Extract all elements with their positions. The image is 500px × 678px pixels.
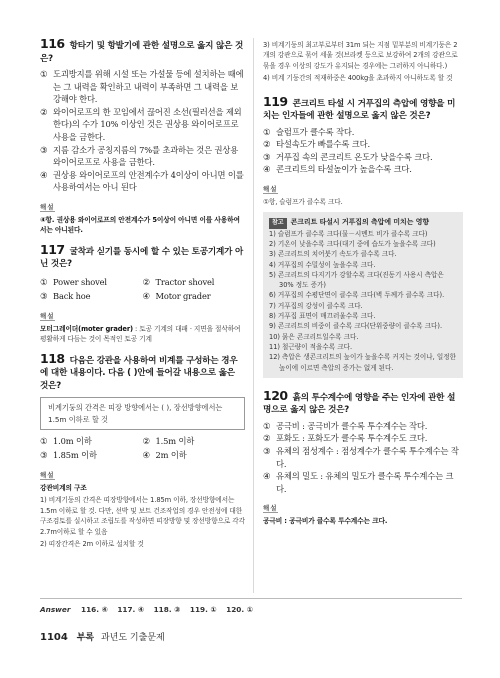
- option-text: 타설속도가 빠를수록 크다.: [276, 139, 370, 150]
- option-text: 포화도 : 포화도가 클수록 투수계수도 크다.: [276, 433, 428, 444]
- option-text: 유체의 밀도 : 유체의 밀도가 클수록 투수계수는 크다.: [276, 471, 454, 494]
- question-number: 120: [263, 387, 288, 403]
- left-column: [40, 38, 245, 558]
- option-text: 권상용 와이어로프의 안전계수가 4이상이 아니면 이를 사용하여서는 아니 된다: [53, 169, 244, 193]
- reference-item: 8) 거푸집 표면이 매끄러울수록 크다.: [269, 312, 376, 321]
- option-mark: ①: [40, 69, 48, 79]
- question-text: 다음은 강관을 사용하여 비계를 구성하는 경우에 대한 내용이다. 다음 ( )안에 들어갈 내용으로 옳은 것은?: [40, 355, 238, 391]
- option-text: Tractor shovel: [155, 276, 215, 287]
- answer-item: 116. ④: [81, 605, 108, 614]
- explanation-label: 해설: [40, 202, 55, 211]
- answer-item: 119. ①: [189, 605, 217, 614]
- option-mark: ④: [142, 290, 150, 301]
- option-mark: ①: [263, 126, 271, 137]
- option-2: [143, 275, 246, 289]
- explanation-text: [40, 215, 245, 236]
- explanation-text: [263, 516, 463, 526]
- option-mark: ④: [263, 164, 271, 175]
- options: [263, 420, 463, 496]
- footer-section: 부록: [76, 633, 95, 643]
- reference-item: 5) 콘크리트의 다지기가 강할수록 크다(진동기 사용시 측압은 30% 정도 증가): [269, 270, 444, 290]
- option-text: 1.85m 이하: [53, 450, 97, 461]
- option-mark: ①: [263, 420, 271, 431]
- question-text: 콘크리트 타설 시 거푸집의 측압에 영향을 미치는 인자들에 관한 설명으로 옳지 않은 것은?: [263, 98, 456, 122]
- option-mark: ③: [40, 144, 48, 155]
- option-1: [40, 68, 245, 106]
- option-1: [263, 126, 463, 139]
- option-text: 도괴방지를 위해 시설 또는 가설물 등에 설치하는 때에는 그 내력을 확인하고 내력이 부족하면 그 내력을 보강해야 한다.: [53, 69, 244, 105]
- question-120-title: [263, 387, 463, 417]
- option-3: [263, 445, 463, 470]
- option-mark: ②: [263, 433, 271, 444]
- option-text: 2m 이하: [155, 450, 187, 461]
- question-text: 굴착과 싣기를 동시에 할 수 있는 토공기계가 아닌 것은?: [40, 246, 244, 270]
- reference-title: 콘크리트 타설시 거푸집의 측압에 미치는 영향: [290, 218, 430, 227]
- option-mark: ④: [263, 471, 271, 482]
- question-text: 흙의 투수계수에 영향을 주는 인자에 관한 설명으로 옳지 않은 것은?: [263, 392, 456, 416]
- question-118-continued: [263, 40, 463, 84]
- option-3: [40, 448, 143, 462]
- question-text: 항타기 및 항발기에 관한 설명으로 옳지 않은 것은?: [40, 41, 244, 64]
- option-text: Back hoe: [53, 290, 91, 301]
- options: [40, 275, 245, 303]
- answer-strip: [40, 598, 462, 614]
- option-mark: ④: [142, 450, 150, 461]
- answer-label: Answer: [40, 605, 71, 614]
- explanation-item: 3) 비계기둥의 최고부로부터 31m 되는 지점 밑부분의 비계기둥은 2개의 강관으로 묶어 세울 것(브라켓 등으로 보강하여 2개의 강관으로 묶을 경우 이상의 강도가 유지되는 경우에는 그러하지 아니하다.): [263, 41, 458, 70]
- option-text: 1.5m 이하: [155, 436, 195, 447]
- column-divider: [253, 38, 254, 593]
- question-118: [40, 350, 245, 550]
- option-text: 콘크리트의 타설높이가 높을수록 크다.: [276, 164, 412, 175]
- options: [40, 434, 245, 462]
- reference-item: 4) 거푸집의 수밀성이 높을수록 크다.: [269, 260, 376, 269]
- question-119: [263, 93, 463, 378]
- options: [40, 68, 245, 194]
- reference-item: 12) 측압은 생콘크리트의 높이가 높을수록 커지는 것이나, 일정한 높이에 이르면 측압의 증가는 없게 된다.: [269, 353, 456, 372]
- option-text: 지름 감소가 공칭지름의 7%를 초과하는 것은 권상용 와이어로프로 사용을 금한다.: [53, 144, 239, 168]
- page-number: 1104: [40, 632, 68, 643]
- option-text: 거푸집 속의 콘크리트 온도가 낮을수록 크다.: [276, 151, 433, 162]
- reference-box: [263, 212, 463, 377]
- explanation-item: 1) 비계기둥의 간격은 띠장방향에서는 1.85m 이하, 장선방향에서는 1.5m 이하로 할 것. 다만, 선박 및 보트 건조작업의 경우 안전성에 대한 구조검토를 실시하고 조립도를 작성하면 띠장방향 및 장선방향으로 각각 2.7m이하로 할 수 있음: [40, 496, 245, 536]
- option-mark: ①: [40, 436, 48, 447]
- reference-tag: 참고: [269, 218, 287, 228]
- question-box: 비계기둥의 간격은 띠장 방향에서는 ( ), 장선방향에서는 1.5m 이하로 할 것: [40, 397, 245, 430]
- question-118-title: [40, 350, 245, 393]
- right-column: [263, 38, 463, 535]
- explanation-title: [40, 483, 245, 493]
- option-2: [40, 106, 245, 144]
- reference-item: 11) 철근량이 적을수록 크다.: [269, 342, 353, 351]
- option-2: [263, 138, 463, 151]
- explanation-term: 모터그레이더(moter grader): [40, 324, 134, 333]
- option-4: [263, 163, 463, 176]
- reference-header: [269, 217, 457, 228]
- option-text: 와이어로프의 한 꼬임에서 끊어진 소선(필러선을 제외한다)의 수가 10% 이상인 것은 권상용 와이어로프로 사용을 금한다.: [53, 106, 242, 142]
- question-number: 118: [40, 350, 65, 366]
- option-2: [263, 432, 463, 445]
- explanation-bold: 공극비 : 공극비가 클수록 투수계수는 크다.: [263, 517, 388, 526]
- reference-item: 2) 기온이 낮을수록 크다(대기 중에 습도가 높을수록 크다): [269, 240, 436, 248]
- question-number: 117: [40, 241, 65, 257]
- explanation-text: [40, 324, 245, 345]
- answer-item: 120. ①: [226, 605, 253, 614]
- explanation-label: 해설: [40, 471, 55, 480]
- option-mark: ③: [40, 290, 48, 301]
- question-117-title: [40, 241, 245, 271]
- explanation-bold: ④항. 권상용 와이어로프의 안전계수가 5이상이 아니면 이를 사용하여서는 아니된다.: [40, 215, 240, 235]
- option-3: [40, 289, 143, 303]
- reference-item: 1) 슬럼프가 클수록 크다(물－시멘트 비가 클수록 크다): [269, 229, 428, 238]
- explanation-item: 4) 비계 기둥간의 적재하중은 400kg을 초과하지 아니하도록 할 것: [263, 74, 453, 83]
- explanation-heading: 강관비계의 구조: [40, 484, 87, 493]
- reference-item: 6) 거푸집의 수평단면이 클수록 크다(벽 두께가 클수록 크다).: [269, 291, 445, 300]
- explanation-label: 해설: [263, 504, 278, 513]
- option-4: [143, 289, 246, 303]
- explanation-text: ①항, 슬럼프가 클수록 크다.: [263, 198, 343, 206]
- question-116-title: [40, 38, 245, 65]
- explanation-item: 2) 띠장간격은 2m 이하로 설치할 것: [40, 540, 144, 549]
- footer-title: 과년도 기출문제: [100, 633, 165, 643]
- question-number: 119: [263, 93, 288, 109]
- question-117: [40, 241, 245, 345]
- option-1: [40, 275, 143, 289]
- option-text: 슬럼프가 클수록 작다.: [276, 126, 355, 137]
- option-text: 공극비 : 공극비가 클수록 투수계수는 작다.: [276, 420, 428, 431]
- option-2: [143, 434, 246, 448]
- option-3: [263, 151, 463, 164]
- option-text: 유체의 점성계수 : 점성계수가 클수록 투수계수는 작다.: [276, 446, 459, 469]
- reference-item: 10) 묽은 콘크리트일수록 크다.: [269, 332, 359, 341]
- option-4: [40, 169, 245, 194]
- option-text: Motor grader: [155, 290, 211, 301]
- question-119-title: [263, 93, 463, 123]
- option-mark: ②: [142, 436, 150, 447]
- option-3: [40, 144, 245, 169]
- option-mark: ③: [40, 450, 48, 461]
- option-mark: ②: [142, 276, 150, 287]
- option-text: Power shovel: [53, 276, 107, 287]
- answer-item: 118. ③: [153, 605, 181, 614]
- option-mark: ③: [263, 151, 271, 162]
- question-120: [263, 387, 463, 527]
- question-number: 116: [40, 36, 65, 51]
- page-footer: [40, 630, 165, 643]
- reference-item: 9) 콘크리트의 비중이 클수록 크다(단위중량이 클수록 크다).: [269, 322, 443, 331]
- option-text: 1.0m 이하: [53, 436, 92, 447]
- question-116: [40, 38, 245, 236]
- option-1: [263, 420, 463, 433]
- option-mark: ①: [40, 276, 48, 287]
- answer-item: 117. ④: [117, 605, 145, 614]
- reference-item: 3) 콘크리트의 치어붓기 속도가 클수록 크다.: [269, 250, 397, 259]
- option-1: [40, 434, 143, 448]
- explanation-label: 해설: [263, 185, 278, 193]
- option-mark: ③: [263, 446, 271, 457]
- options: [263, 126, 463, 176]
- option-mark: ②: [40, 106, 48, 117]
- explanation-body: : 토공 기계의 대패 · 지면을 절삭하여 평활하게 다듬는 것이 목적인 토공 기계: [40, 324, 241, 344]
- option-mark: ④: [40, 169, 48, 180]
- option-mark: ②: [263, 139, 271, 150]
- explanation-label: 해설: [40, 311, 55, 320]
- option-4: [143, 448, 246, 462]
- option-4: [263, 470, 463, 495]
- reference-item: 7) 거푸집의 강성이 클수록 크다.: [269, 301, 363, 310]
